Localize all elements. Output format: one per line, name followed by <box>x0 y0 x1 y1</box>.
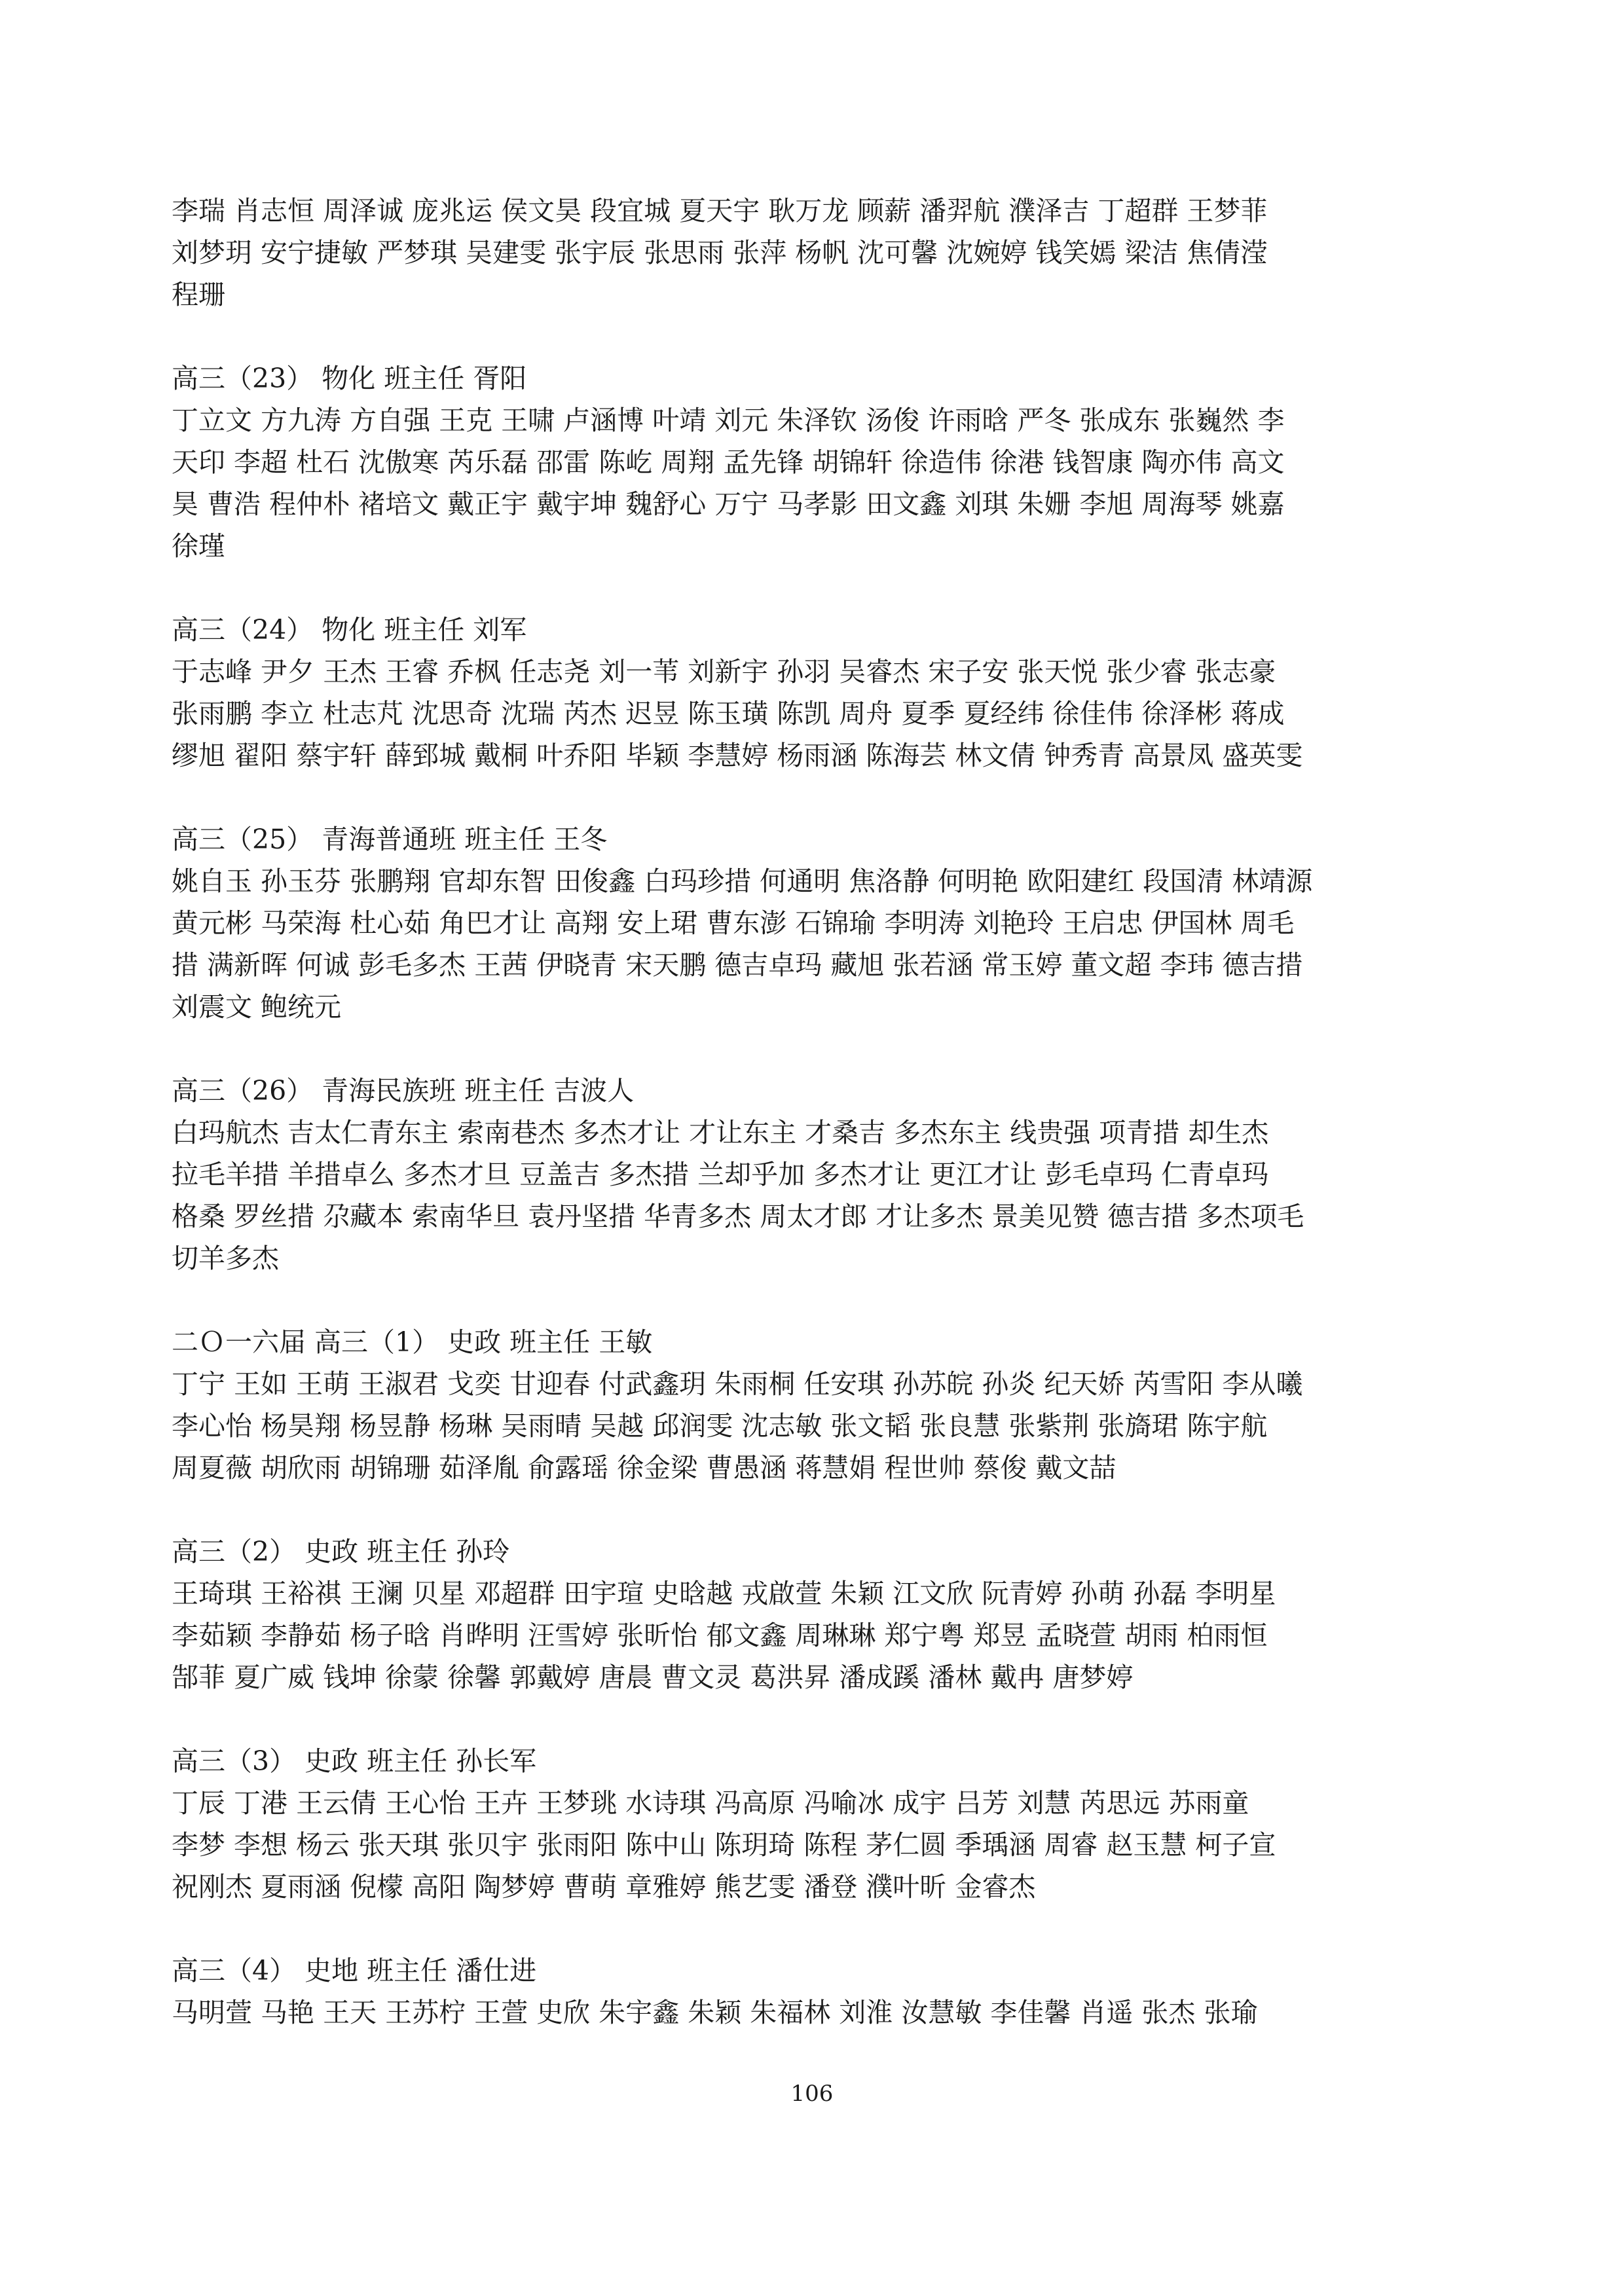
class-header: 二Ｏ一六届 高三（1） 史政 班主任 王敏 <box>172 1326 653 1358</box>
roster-names-line: 丁宁 王如 王萌 王淑君 戈奕 甘迎春 付武鑫玥 朱雨桐 任安琪 孙苏皖 孙炎 纪天娇 芮雪阳 李从曦 <box>172 1368 1303 1400</box>
roster-names-line: 切羊多杰 <box>172 1243 279 1274</box>
roster-names-line: 措 满新晖 何诚 彭毛多杰 王茜 伊晓青 宋天鹏 德吉卓玛 藏旭 张若涵 常玉婷 董文超 李玮 德吉措 <box>172 949 1303 981</box>
roster-names-line: 祝刚杰 夏雨涵 倪檬 高阳 陶梦婷 曹萌 章雅婷 熊艺雯 潘登 濮叶昕 金睿杰 <box>172 1871 1036 1903</box>
roster-section <box>172 1531 1455 1698</box>
roster-names-line: 白玛航杰 吉太仁青东主 索南巷杰 多杰才让 才让东主 才桑吉 多杰东主 线贵强 项青措 却生杰 <box>172 1117 1269 1148</box>
class-header: 高三（2） 史政 班主任 孙玲 <box>172 1536 510 1567</box>
page-number: 106 <box>790 2081 834 2107</box>
roster-names-line: 缪旭 翟阳 蔡宇轩 薛郅城 戴桐 叶乔阳 毕颖 李慧婷 杨雨涵 陈海芸 林文倩 钟秀青 高景凤 盛英雯 <box>172 740 1303 771</box>
roster-names-line: 黄元彬 马荣海 杜心茹 角巴才让 高翔 安上珺 曹东澎 石锦瑜 李明涛 刘艳玲 王启忠 伊国林 周毛 <box>172 907 1295 939</box>
roster-names-line: 李瑞 肖志恒 周泽诚 庞兆运 侯文昊 段宜城 夏天宇 耿万龙 顾薪 潘羿航 濮泽吉 丁超群 王梦菲 <box>172 195 1268 227</box>
roster-names-line: 刘梦玥 安宁捷敏 严梦琪 吴建雯 张宇辰 张思雨 张萍 杨帆 沈可馨 沈婉婷 钱笑嫣 梁洁 焦倩滢 <box>172 237 1268 268</box>
roster-section <box>172 357 1455 567</box>
roster-section <box>172 1070 1455 1279</box>
roster-section <box>172 609 1455 776</box>
roster-section <box>172 1950 1455 2033</box>
roster-names-line: 丁辰 丁港 王云倩 王心怡 王卉 王梦珧 水诗琪 冯高原 冯喻冰 成宇 吕芳 刘慧 芮思远 苏雨童 <box>172 1787 1249 1819</box>
roster-names-line: 李心怡 杨昊翔 杨昱静 杨琳 吴雨晴 吴越 邱润雯 沈志敏 张文韬 张良慧 张紫荆 张旖珺 陈宇航 <box>172 1410 1268 1442</box>
roster-names-line: 拉毛羊措 羊措卓么 多杰才旦 豆盖吉 多杰措 兰却乎加 多杰才让 更江才让 彭毛卓玛 仁青卓玛 <box>172 1159 1269 1190</box>
roster-names-line: 周夏薇 胡欣雨 胡锦珊 茹泽胤 俞露瑶 徐金梁 曹愚涵 蒋慧娟 程世帅 蔡俊 戴文喆 <box>172 1452 1116 1484</box>
roster-names-line: 徐瑾 <box>172 530 225 562</box>
roster-names-line: 昊 曹浩 程仲朴 褚培文 戴正宇 戴宇坤 魏舒心 万宁 马孝影 田文鑫 刘琪 朱姗 李旭 周海琴 姚嘉 <box>172 488 1285 520</box>
roster-section <box>172 818 1455 1028</box>
roster-names-line: 丁立文 方九涛 方自强 王克 王啸 卢涵博 叶靖 刘元 朱泽钦 汤俊 许雨晗 严冬 张成东 张巍然 李 <box>172 405 1285 436</box>
roster-names-line: 姚自玉 孙玉芬 张鹏翔 官却东智 田俊鑫 白玛珍措 何通明 焦洛静 何明艳 欧阳建红 段国清 林靖源 <box>172 866 1313 897</box>
class-roster <box>172 190 1455 2075</box>
roster-names-line: 张雨鹏 李立 杜志芃 沈思奇 沈瑞 芮杰 迟昱 陈玉璜 陈凯 周舟 夏季 夏经纬 徐佳伟 徐泽彬 蒋成 <box>172 698 1285 729</box>
roster-names-line: 格桑 罗丝措 尕藏本 索南华旦 袁丹坚措 华青多杰 周太才郎 才让多杰 景美见赞 德吉措 多杰项毛 <box>172 1201 1304 1232</box>
roster-names-line: 李梦 李想 杨云 张天琪 张贝宇 张雨阳 陈中山 陈玥琦 陈程 茅仁圆 季瑀涵 周睿 赵玉慧 柯子宣 <box>172 1829 1276 1861</box>
roster-section <box>172 190 1455 316</box>
class-header: 高三（3） 史政 班主任 孙长军 <box>172 1745 537 1777</box>
class-header: 高三（26） 青海民族班 班主任 吉波人 <box>172 1075 635 1106</box>
roster-names-line: 天印 李超 杜石 沈傲寒 芮乐磊 邵雷 陈屹 周翔 孟先锋 胡锦轩 徐造伟 徐港 钱智康 陶亦伟 高文 <box>172 446 1285 478</box>
roster-section <box>172 1321 1455 1489</box>
roster-names-line: 于志峰 尹夕 王杰 王睿 乔枫 任志尧 刘一苇 刘新宇 孙羽 吴睿杰 宋子安 张天悦 张少睿 张志豪 <box>172 656 1276 687</box>
roster-names-line: 王琦琪 王裕祺 王澜 贝星 邓超群 田宇瑄 史晗越 戎啟萱 朱颖 江文欣 阮青婷 孙萌 孙磊 李明星 <box>172 1578 1276 1609</box>
roster-names-line: 李茹颖 李静茹 杨子晗 肖晔明 汪雪婷 张昕怡 郁文鑫 周琳琳 郑宁粤 郑昱 孟晓萱 胡雨 柏雨恒 <box>172 1620 1268 1651</box>
roster-names-line: 郜菲 夏广威 钱坤 徐蒙 徐馨 郭戴婷 唐晨 曹文灵 葛洪昇 潘成蹊 潘林 戴冉 唐梦婷 <box>172 1662 1134 1693</box>
class-header: 高三（24） 物化 班主任 刘军 <box>172 614 527 646</box>
roster-names-line: 程珊 <box>172 279 225 310</box>
roster-section <box>172 1740 1455 1908</box>
class-header: 高三（25） 青海普通班 班主任 王冬 <box>172 824 608 855</box>
class-header: 高三（4） 史地 班主任 潘仕进 <box>172 1955 537 1986</box>
roster-names-line: 马明萱 马艳 王天 王苏柠 王萱 史欣 朱宇鑫 朱颖 朱福林 刘淮 汝慧敏 李佳馨 肖遥 张杰 张瑜 <box>172 1997 1258 2028</box>
roster-names-line: 刘震文 鲍统元 <box>172 991 342 1023</box>
class-header: 高三（23） 物化 班主任 胥阳 <box>172 363 527 394</box>
